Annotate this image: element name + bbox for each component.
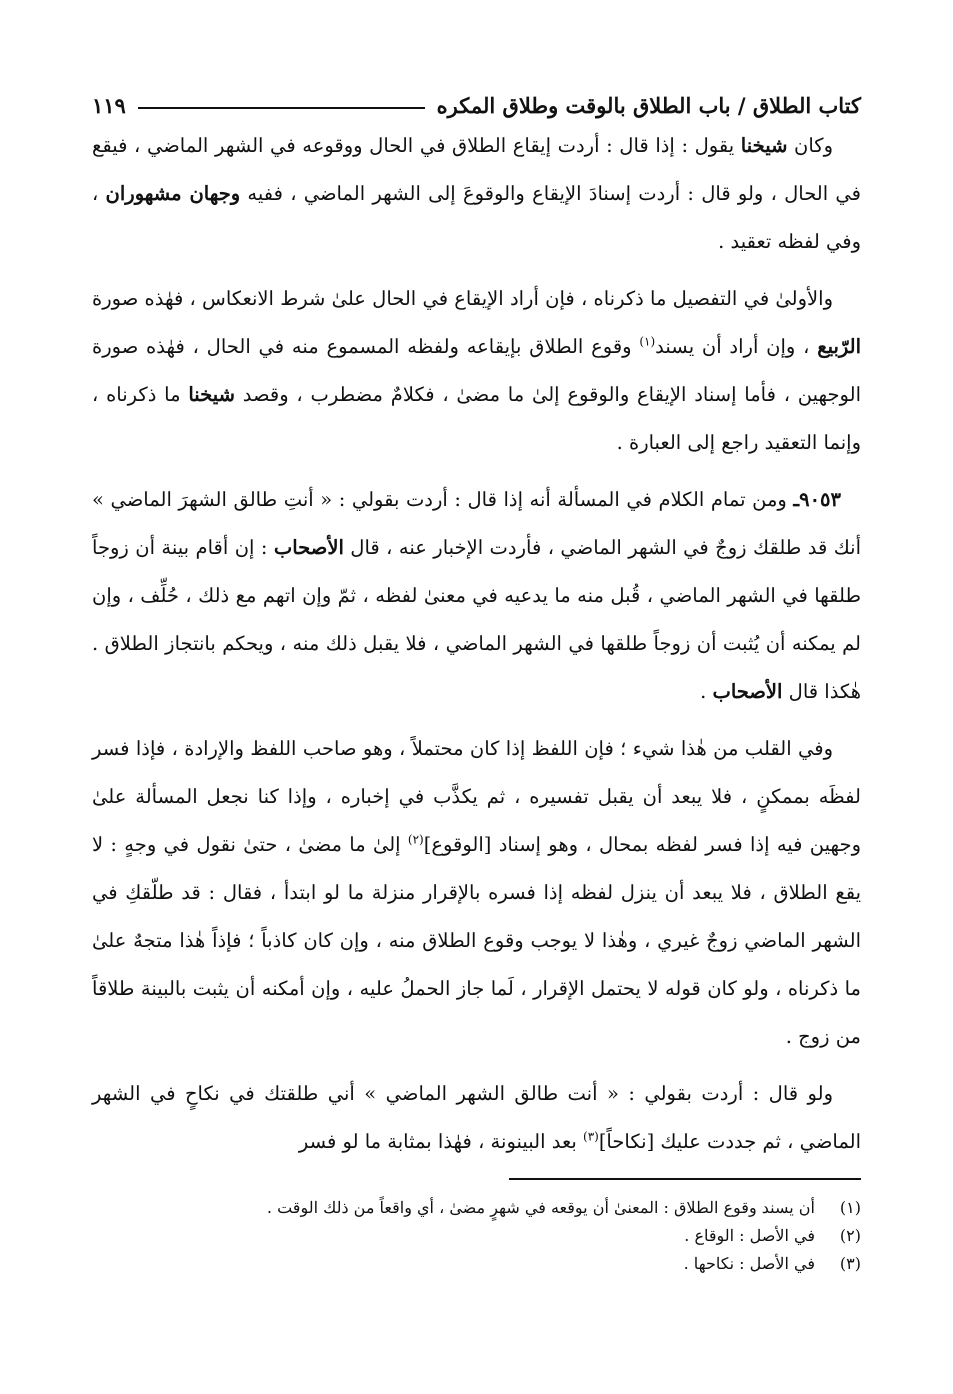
header-rule	[138, 107, 425, 109]
footnote-ref: (٢)	[407, 832, 424, 847]
footnote-mark: (١)	[839, 1198, 861, 1217]
footnote	[92, 1222, 861, 1250]
bold-term: شيخنا	[188, 383, 235, 406]
footnote-mark: (٢)	[839, 1226, 861, 1245]
bold-term: الرّبيع	[817, 335, 861, 358]
issue-number: ٩٠٥٣ـ	[793, 488, 841, 511]
text-run: إلىٰ ما مضىٰ ، حتىٰ نقول في وجهٍ : لا يقع الطلاق ، فلا يبعد أن ينزل لفظه إذا فسره بالإقرار منزلة ما لو ابتدأ ، فقال : قد طلّقكِ في الشهر الماضي زوجٌ غيري ، وهٰذا لا يوجب وقوع الطلاق منه ، وإن كان كاذباً ؛ فإذاً هٰذا متجهٌ علىٰ ما ذكرناه ، ولو كان قوله لا يحتمل الإقرار ، لَما جاز الحملُ عليه ، وإن أمكنه أن يثبت بالبينة طلاقاً من زوج .	[92, 833, 861, 1048]
bold-term: وجهان مشهوران	[105, 182, 241, 205]
text-run: وقوع الطلاق بإيقاعه ولفظه المسموع منه في الحال ، فهٰذه صورة الوجهين ، فأما إسناد الإيقاع والوقوع إلىٰ ما مضىٰ ، فكلامٌ مضطرب ، وقصد	[92, 335, 861, 406]
footnote-mark: (٣)	[839, 1254, 861, 1273]
text-run: ، وفي لفظه تعقيد .	[92, 182, 861, 253]
footnote	[92, 1250, 861, 1278]
text-run: والأولىٰ في التفصيل ما ذكرناه ، فإن أراد الإيقاع في الحال علىٰ شرط الانعكاس ، فهٰذه صورة	[92, 287, 833, 310]
footnote-ref: (٣)	[583, 1129, 599, 1144]
paragraph	[92, 1070, 861, 1166]
footnote-ref: (١)	[639, 334, 656, 349]
chapter-title: كتاب الطلاق / باب الطلاق بالوقت وطلاق المكره	[436, 93, 861, 118]
text-run: بعد البينونة ، فهٰذا بمثابة ما لو فسر	[298, 1130, 583, 1153]
paragraph	[92, 122, 861, 266]
paragraph	[92, 476, 861, 716]
paragraph	[92, 275, 861, 467]
text-run: وكان	[787, 134, 833, 157]
text-run: وفي القلب من هٰذا شيء ؛ فإن اللفظ إذا كان محتملاً ، وهو صاحب اللفظ والإرادة ، فإذا فسر لفظَه بممكنٍ ، فلا يبعد أن يقبل تفسيره ، ثم يكذَّب في إخباره ، وإذا كنا نجعل المسألة علىٰ وجهين فيه إذا فسر لفظه بمحال ، وهو إسناد [الوقوع]	[92, 737, 861, 856]
footnote-separator	[509, 1178, 861, 1180]
text-run: ومن تمام الكلام في المسألة أنه إذا قال : أردت بقولي : « أنتِ طالق الشهرَ الماضي » أنك قد طلقك زوجٌ في الشهر الماضي ، فأردت الإخبار عنه ، قال	[92, 488, 861, 559]
text-run: .	[700, 680, 713, 703]
text-run: ، وإن أراد أن يسند	[655, 335, 818, 358]
bold-term: شيخنا	[740, 134, 788, 157]
paragraph	[92, 725, 861, 1061]
running-header	[92, 78, 861, 118]
page-number: ١١٩	[92, 93, 126, 118]
bold-term: الأصحاب	[273, 536, 344, 559]
bold-term: الأصحاب	[712, 680, 783, 703]
text-run: ما ذكرناه ، وإنما التعقيد راجع إلى العبارة .	[92, 383, 861, 454]
text-run: : إن أقام بينة أن زوجاً طلقها في الشهر الماضي ، قُبل منه ما يدعيه في معنىٰ لفظه ، ثمّ وإن اتهم مع ذلك ، حُلِّف ، وإن لم يمكنه أن يُثبت أن زوجاً طلقها في الشهر الماضي ، فلا يقبل ذلك منه ، ويحكم بانتجاز الطلاق . هٰكذا قال	[92, 536, 861, 703]
body-text	[92, 122, 861, 1166]
footnotes	[92, 1194, 861, 1278]
text-run: يقول : إذا قال : أردت إيقاع الطلاق في الحال ووقوعه في الشهر الماضي ، فيقع في الحال ، ولو قال : أردت إسنادَ الإيقاع والوقوعَ إلى الشهر الماضي ، ففيه	[92, 134, 861, 205]
footnote-text: في الأصل : نكاحها .	[683, 1254, 815, 1273]
text-run: ولو قال : أردت بقولي : « أنت طالق الشهر الماضي » أني طلقتك في نكاحٍ في الشهر الماضي ، ثم جددت عليك [نكاحاً]	[92, 1082, 861, 1153]
footnote	[92, 1194, 861, 1222]
footnote-text: أن يسند وقوع الطلاق : المعنىٰ أن يوقعه في شهرٍ مضىٰ ، أي واقعاً من ذلك الوقت .	[266, 1198, 815, 1217]
footnote-text: في الأصل : الوقاع .	[684, 1226, 815, 1245]
